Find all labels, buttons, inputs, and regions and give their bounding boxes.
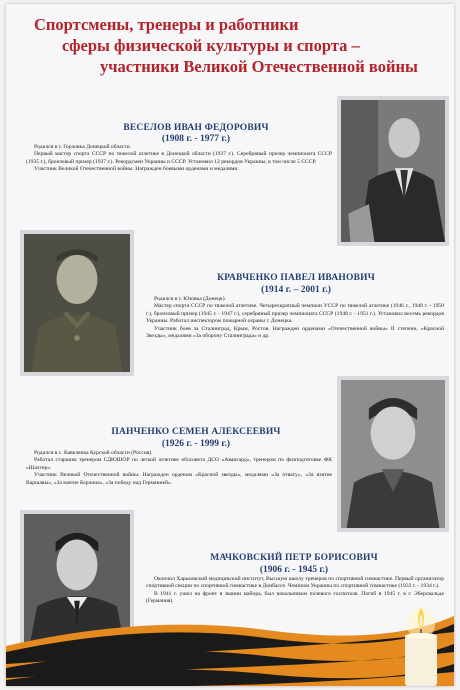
person-years: (1906 г. - 1945 г.) — [259, 565, 329, 575]
st-george-ribbon — [6, 594, 454, 686]
bio-paragraph: Участник Великой Отечественной войны. Награжден орденом «Красной звезды», медалями «За отвагу», «За взятие Варшавы», «За взятие Берлина», «За победу над Германией». — [26, 472, 332, 486]
bio-paragraph: Мастер спорта СССР по тяжелой атлетике. Четырехкратный чемпион УССР по тяжелой атлетике (1946 г., 1948 г. - 1950 г.), бронзовый призер (1945 г. - 1947 г.), серебряный призер чемпионата СССР (1948 г. - 1951 г.). Установил восемь рекордов Украины. Работал инспектором пожарной охраны г. Донецка. — [146, 303, 444, 325]
bio-paragraph: Окончил Харьковский медицинский институт, Высшую школу тренеров по спортивной гимнастике. Первый организатор спортивной секции по спортивной гимнастике в Донбассе. Чемпион Украины по спортивной гимнастике (1933 г. - 1934 г.). — [146, 576, 444, 590]
bio-paragraph: Родился в г. Юзовка (Донецк). — [154, 296, 226, 302]
person-bio — [146, 296, 444, 340]
person-years: (1926 г. - 1999 г.) — [161, 439, 231, 449]
person-years: (1914 г. – 2001 г.) — [261, 285, 331, 295]
person-bio — [26, 144, 332, 174]
person-bio — [26, 450, 332, 487]
person-name: КРАВЧЕНКО ПАВЕЛ ИВАНОВИЧ — [217, 273, 375, 283]
bio-paragraph: Участник боев за Сталинград, Крым, Ростов. Награжден орденами «Отечественной войны» II степени, «Красной Звезды», медалями «За оборону Сталинграда» и др. — [146, 325, 444, 340]
person-name: МАЧКОВСКИЙ ПЕТР БОРИСОВИЧ — [210, 553, 378, 563]
bio-paragraph: Участник Великой Отечественной войны. Награжден боевыми орденами и медалями. — [34, 166, 239, 173]
title-line-2: сферы физической культуры и спорта – — [62, 36, 360, 55]
memorial-poster — [6, 4, 454, 686]
title-line-3: участники Великой Отечественной войны — [100, 57, 418, 76]
poster-title — [34, 14, 454, 77]
person-years: (1908 г. - 1977 г.) — [161, 134, 231, 144]
portrait-veselov — [337, 96, 449, 246]
portrait-panchenko — [337, 376, 449, 532]
title-line-1: Спортсмены, тренеры и работники — [34, 15, 299, 34]
person-name: ВЕСЕЛОВ ИВАН ФЕДОРОВИЧ — [123, 123, 269, 133]
portrait-kravchenko — [20, 230, 134, 376]
bio-paragraph: Работал старшим тренером СДЮШОР по легкой атлетике облсовета ДСО «Авангард», тренером по физподготовке ФК «Шахтер». — [26, 457, 332, 471]
bio-paragraph: В 1941 г. ушел на фронт в звании майора, был начальником полевого госпиталя. Погиб в 1945 г. в г. Эберсвальде (Германия). — [146, 590, 444, 605]
bio-paragraph: Первый мастер спорта СССР по тяжелой атлетике в Донецкой области (1937 г.). Серебряный призер чемпионата СССР (1935 г.), бронзовый призер (1937 г.). Рекордсмен Украины и СССР. Установил 12 рекордов Украины, в том числе 5 СССР. — [26, 151, 332, 165]
bio-paragraph: Родился в с. Кавеленка Курской области (Россия). — [34, 450, 153, 456]
candle-icon — [396, 602, 446, 686]
bio-paragraph: Родился в г. Горловка Донецкой области. — [34, 144, 131, 150]
person-name: ПАНЧЕНКО СЕМЕН АЛЕКСЕЕВИЧ — [111, 427, 281, 437]
